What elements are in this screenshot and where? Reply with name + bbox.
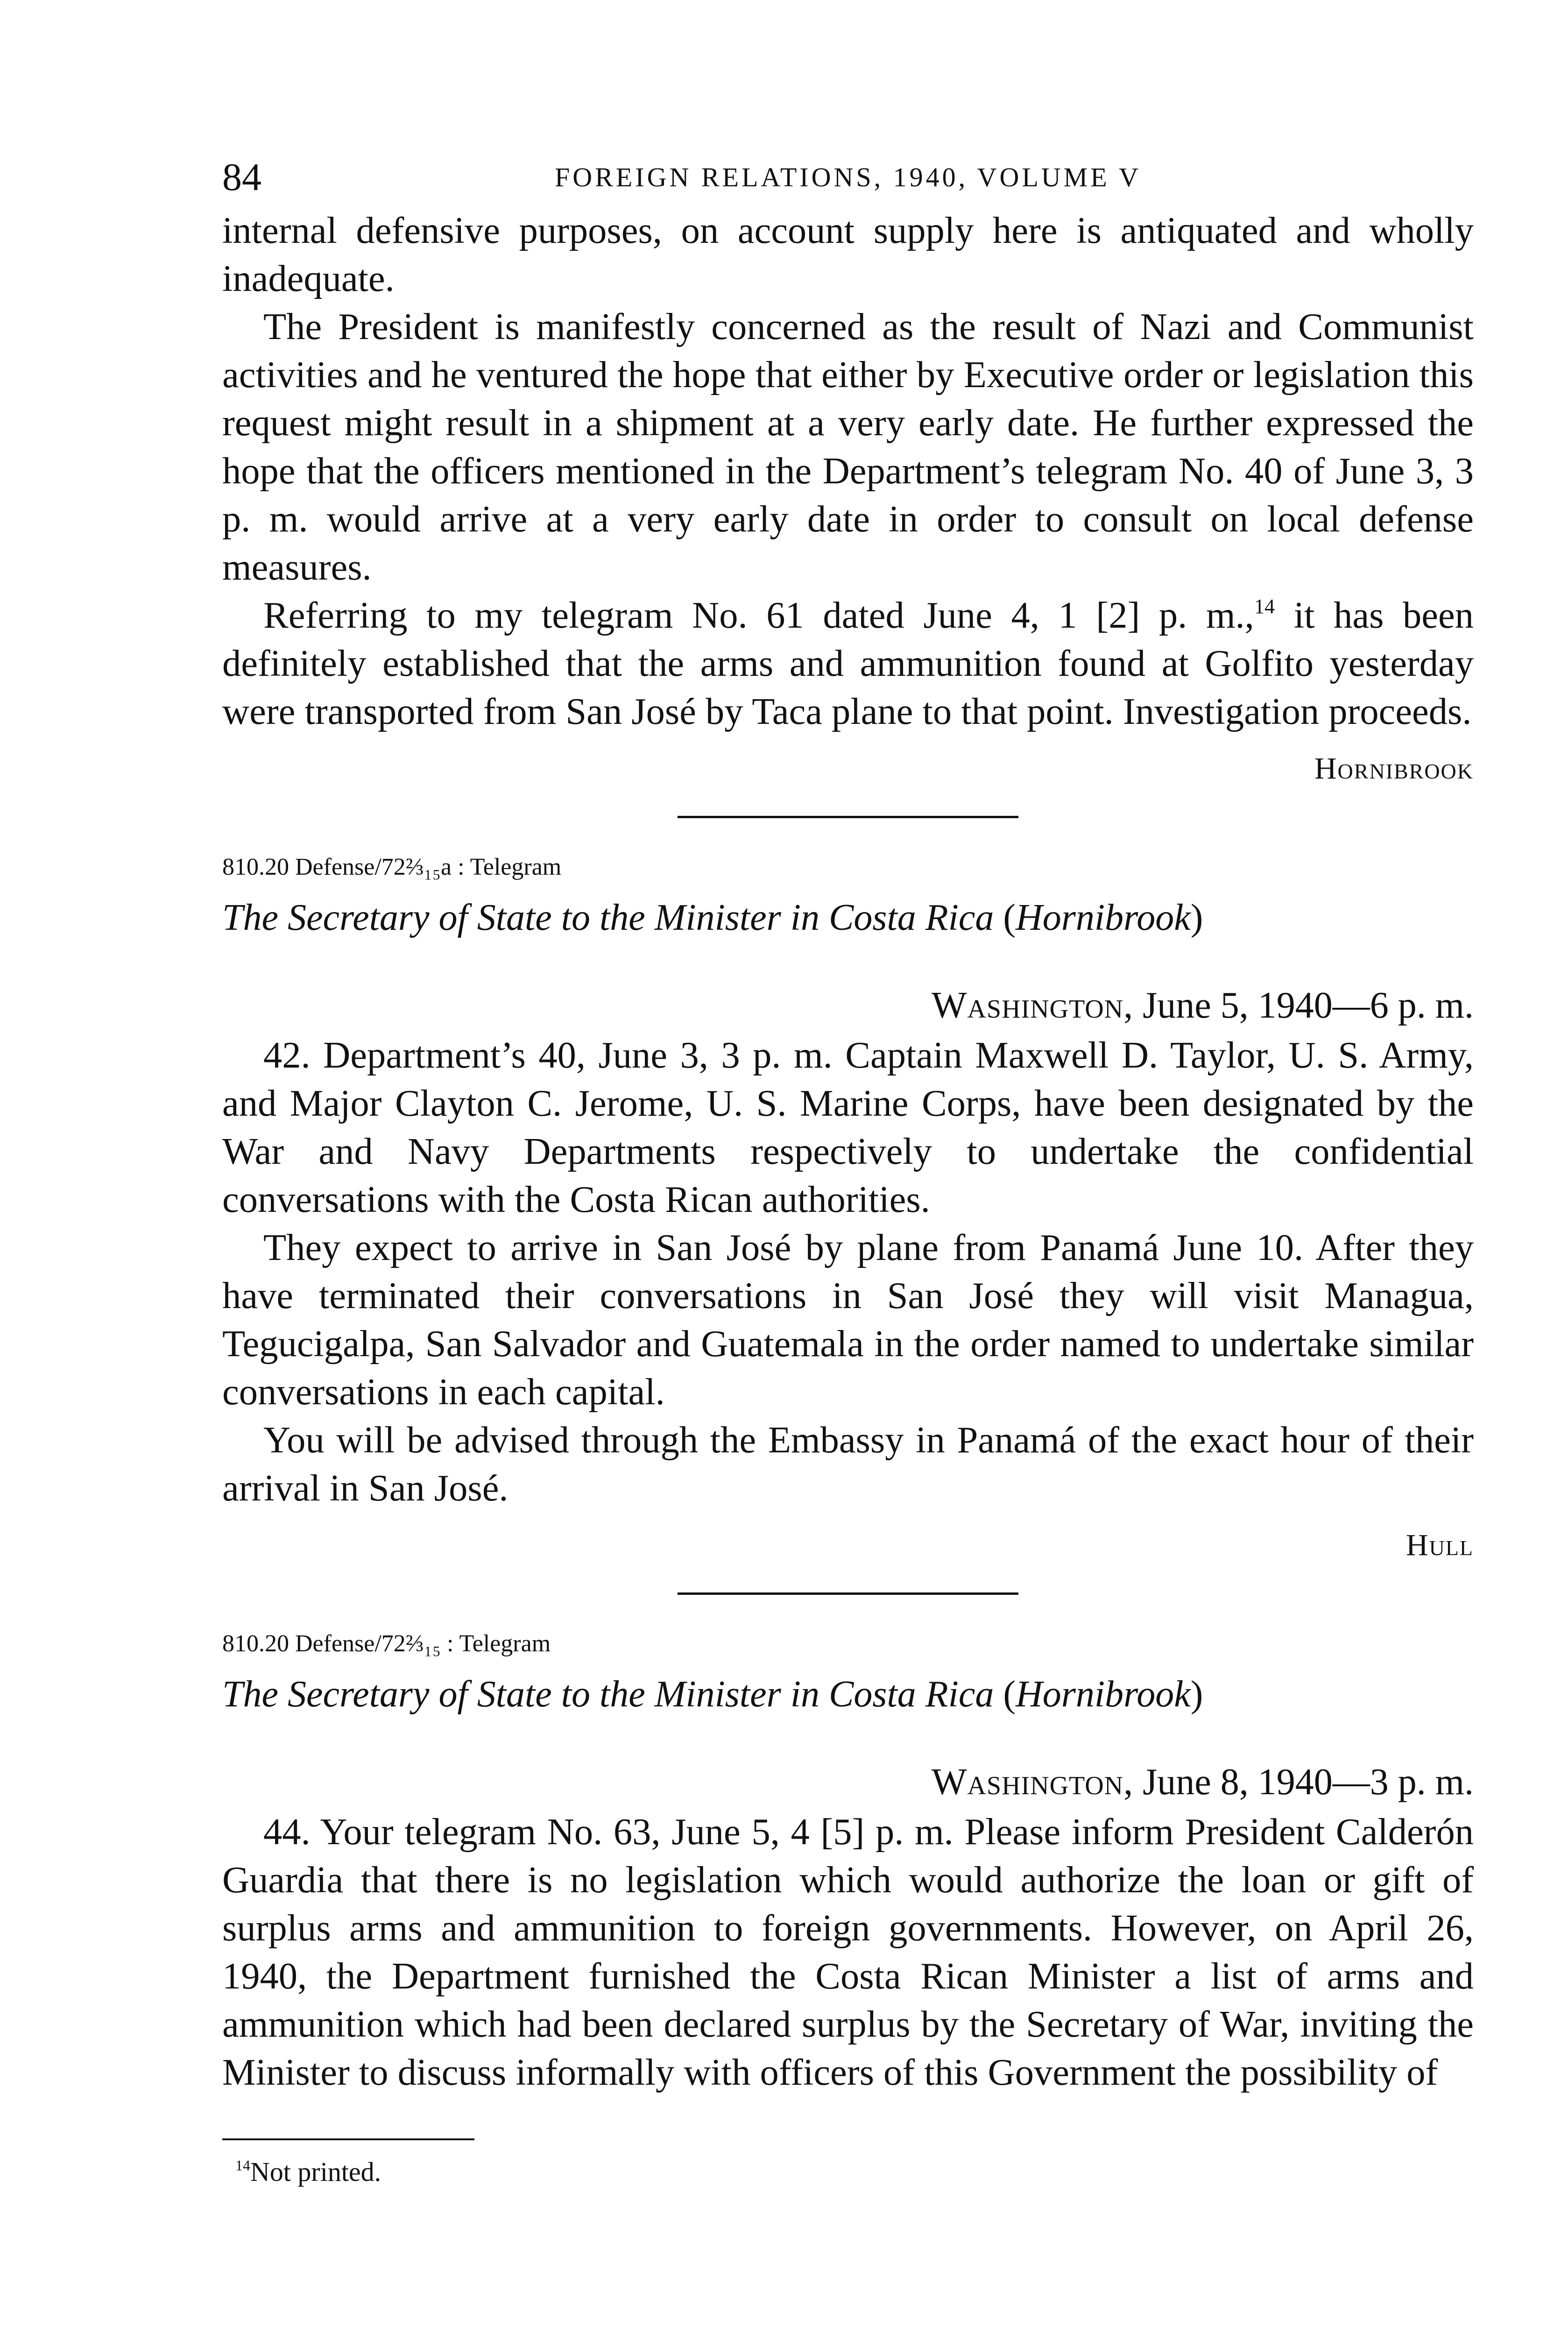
paragraph: 42. Department’s 40, June 3, 3 p. m. Captain Maxwell D. Taylor, U. S. Army, and Major Clayton C. Jerome, U. S. Marine Corps, have been designated by the War and Navy Departments respectively to undertake the confidential conversations with the Costa Rican authorities.	[222, 1034, 1474, 1220]
paragraph: They expect to arrive in San José by plane from Panamá June 10. After they have terminated their conversations in San José they will visit Managua, Tegucigalpa, San Salvador and Guatemala in the order named to undertake similar conversations in each capital.	[222, 1227, 1474, 1413]
paragraph: The President is manifestly concerned as the result of Nazi and Communist activities and he ventured the hope that either by Executive order or legislation this request might result in a shipment at a very early date. He further expressed the hope that the officers mentioned in the Department’s telegram No. 40 of June 3, 3 p. m. would arrive at a very early date in order to consult on local defense measures.	[222, 306, 1474, 588]
previous-telegram-continuation	[222, 206, 1474, 790]
dateline-date: June 5, 1940—6 p. m.	[1133, 985, 1474, 1026]
paragraph-text: it has been definitely established that the arms and ammunition found at Golfito yesterday were transported from San José by Taca plane to that point. Investigation proceeds.	[222, 594, 1474, 732]
telegram-june-8	[222, 1627, 1474, 2096]
running-title: FOREIGN RELATIONS, 1940, VOLUME V	[555, 162, 1141, 192]
paragraph: You will be advised through the Embassy in Panamá of the exact hour of their arrival in San José.	[222, 1419, 1474, 1509]
footnote-text: Not printed.	[250, 2157, 381, 2187]
page-number: 84	[222, 156, 261, 199]
telegram-june-5	[222, 851, 1474, 1566]
document-title: The Secretary of State to the Minister in Costa Rica (Hornibrook)	[222, 897, 1203, 938]
running-head	[222, 154, 1474, 201]
file-reference: 810.20 Defense/72⅔₁₅ : Telegram	[222, 1630, 551, 1657]
document-title: The Secretary of State to the Minister in Costa Rica (Hornibrook)	[222, 1674, 1203, 1715]
signature: Hull	[1406, 1528, 1474, 1562]
paragraph	[222, 591, 1474, 736]
dateline-place: Washington,	[931, 1762, 1134, 1803]
footnote-mark: 14	[235, 2157, 250, 2174]
section-divider	[678, 1592, 1018, 1595]
paragraph-text: Referring to my telegram No. 61 dated June 4, 1 [2] p. m.,	[263, 594, 1254, 636]
paragraph: internal defensive purposes, on account supply here is antiquated and wholly inadequate.	[222, 210, 1474, 299]
signature: Hornibrook	[1314, 751, 1474, 785]
dateline	[222, 1756, 1474, 1808]
footnote-rule	[222, 2138, 474, 2140]
document-page	[222, 154, 1474, 2191]
section-divider	[678, 816, 1018, 818]
dateline-place: Washington,	[931, 985, 1134, 1026]
paragraph: 44. Your telegram No. 63, June 5, 4 [5] p. m. Please inform President Calderón Guardia that there is no legislation which would authorize the loan or gift of surplus arms and ammunition to foreign governments. However, on April 26, 1940, the Department furnished the Costa Rican Minister a list of arms and ammunition which had been declared surplus by the Secretary of War, inviting the Minister to discuss informally with officers of this Government the possibility of	[222, 1811, 1474, 2093]
file-reference: 810.20 Defense/72⅔₁₅a : Telegram	[222, 854, 562, 880]
footnote	[235, 2153, 1474, 2191]
dateline	[222, 980, 1474, 1031]
dateline-date: June 8, 1940—3 p. m.	[1133, 1762, 1474, 1803]
footnote-reference: 14	[1254, 595, 1275, 618]
